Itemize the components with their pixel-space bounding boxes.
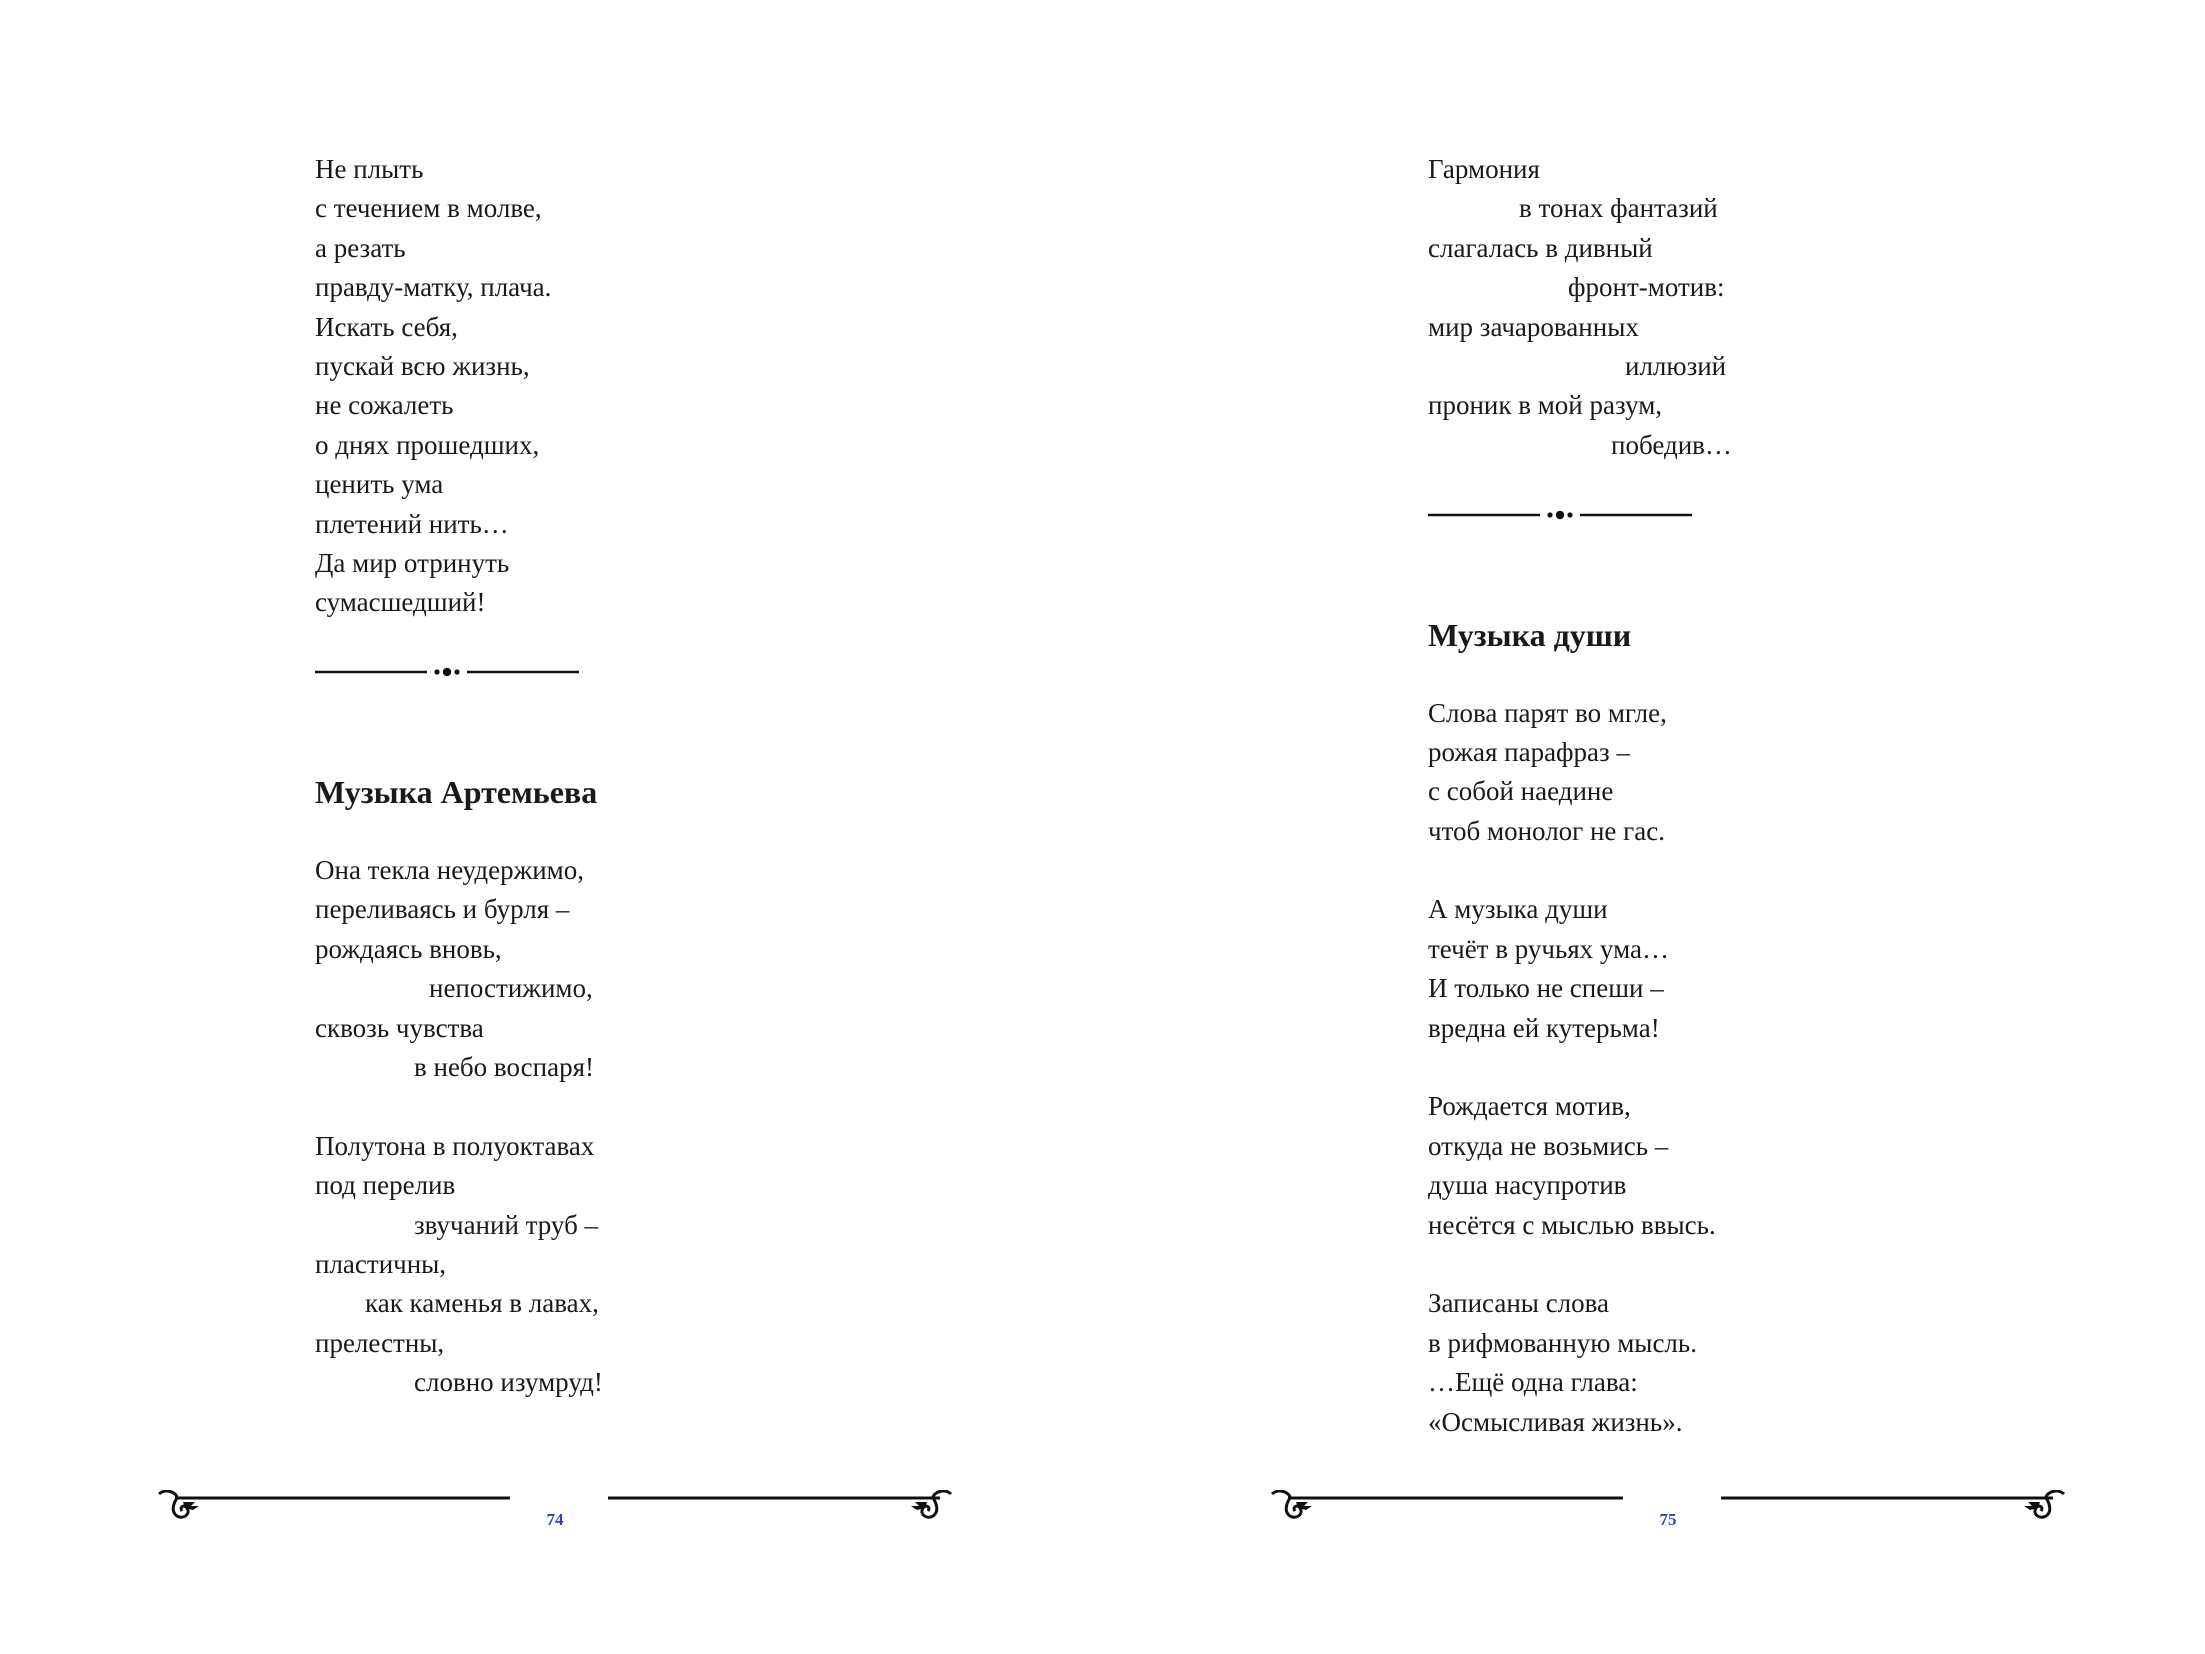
verse-line: Искать себя, (315, 311, 458, 342)
divider-ornament-icon (315, 662, 579, 682)
stanza (1428, 1284, 1948, 1442)
verse-line: Записаны слова (1428, 1288, 1610, 1319)
verse-line: прелестны, (315, 1327, 445, 1358)
verse-line: ценить ума (315, 469, 444, 500)
verse-line: пластичны, (315, 1248, 447, 1279)
verse-line: «Осмысливая жизнь». (1428, 1406, 1683, 1437)
verse-line: рожая парафраз – (1428, 736, 1630, 767)
page-footer (1268, 1490, 2068, 1550)
verse-line: с течением в молве, (315, 193, 542, 224)
verse-line: Гармония (1428, 154, 1540, 184)
verse-line: пускай всю жизнь, (315, 350, 530, 381)
poem-ending (1428, 150, 1948, 465)
verse-line: мир зачарованных (1428, 311, 1639, 342)
verse-line: несётся с мыслью ввысь. (1428, 1209, 1716, 1240)
poem-title: Музыка души (1428, 616, 1632, 653)
right-page (1103, 0, 2205, 1654)
verse-line: плетений нить… (315, 508, 509, 539)
poem-body (315, 851, 835, 1402)
verse-line: звучаний труб – (414, 1209, 599, 1240)
left-text-column (315, 150, 835, 1403)
verse-line: рождаясь вновь, (315, 933, 502, 964)
section-divider (1428, 505, 1692, 525)
verse-line: под перелив (315, 1170, 456, 1201)
verse-line: Да мир отринуть (315, 547, 510, 578)
verse-line: душа насупротив (1428, 1170, 1627, 1201)
verse-line: Рождается мотив, (1428, 1091, 1631, 1122)
verse-line: сумасшедший! (315, 587, 486, 618)
right-text-column (1428, 150, 1948, 1442)
verse-line: вредна ей кутерьма! (1428, 1012, 1660, 1043)
verse-line: словно изумруд! (414, 1367, 603, 1398)
verse-line: победив… (1611, 429, 1732, 460)
verse-line: в небо воспаря! (414, 1052, 594, 1083)
verse-line: проник в мой разум, (1428, 390, 1663, 421)
page-number: 74 (546, 1510, 564, 1529)
page-footer (155, 1490, 955, 1550)
verse-line: Полутона в полуоктавах (315, 1130, 595, 1161)
section-divider (315, 662, 579, 682)
verse-line: с собой наедине (1428, 776, 1614, 807)
verse-line: …Ещё одна глава: (1428, 1367, 1638, 1398)
verse-line: непостижимо, (429, 973, 593, 1004)
stanza (1428, 890, 1948, 1048)
verse-line: не сожалеть (315, 390, 454, 421)
verse-line: А музыка души (1428, 894, 1608, 925)
verse-line: слагалась в дивный (1428, 232, 1653, 263)
verse-line: а резать (315, 232, 406, 263)
verse-line: правду-матку, плача. (315, 272, 552, 303)
verse-line: о днях прошедших, (315, 429, 540, 460)
verse-line: иллюзий (1625, 350, 1727, 381)
verse-line: как каменья в лавах, (365, 1288, 599, 1319)
verse-line: Слова парят во мгле, (1428, 697, 1667, 728)
verse-line: И только не спеши – (1428, 973, 1664, 1004)
left-page (0, 0, 1102, 1654)
verse-line: сквозь чувства (315, 1012, 484, 1043)
divider-ornament-icon (1428, 505, 1692, 525)
page-number: 75 (1659, 1510, 1677, 1529)
verse-line: переливаясь и бурля – (315, 894, 570, 925)
verse-line: в тонах фантазий (1519, 193, 1718, 224)
stanza (315, 1127, 835, 1403)
stanza (315, 851, 835, 1087)
poem-title: Музыка Артемьева (315, 774, 598, 811)
poem-ending (315, 150, 835, 623)
poem-body (1428, 694, 1948, 1442)
verse-line: в рифмованную мысль. (1428, 1327, 1697, 1358)
stanza (1428, 694, 1948, 852)
stanza (1428, 1087, 1948, 1245)
verse-line: откуда не возьмись – (1428, 1130, 1669, 1161)
verse-line: течёт в ручьях ума… (1428, 933, 1669, 964)
verse-line: чтоб монолог не гас. (1428, 815, 1665, 846)
verse-line: Не плыть (315, 154, 424, 184)
verse-line: фронт-мотив: (1568, 272, 1725, 303)
verse-line: Она текла неудержимо, (315, 855, 585, 886)
